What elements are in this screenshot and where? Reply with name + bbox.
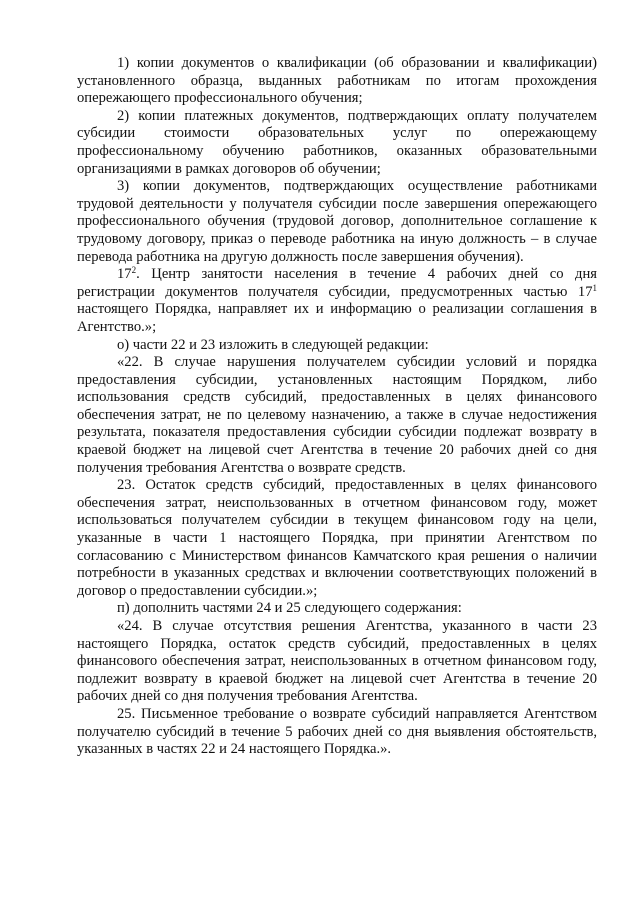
paragraph-23: 23. Остаток средств субсидий, предоставленных в целях финансового обеспечения затрат, неиспользованных в отчетном финансовом году, может использоваться получателем субсидии в текущем финансовом году на цели, указанные в части 1 настоящего Порядка, при принятии Агентством по согласованию с Министерством финансов Камчатского края решения о наличии потребности в указанных средствах и включении соответствующих положений в договор о предоставлении субсидии.»;	[77, 477, 597, 599]
paragraph-number: 17	[117, 266, 132, 283]
paragraph-item-o: о) части 22 и 23 изложить в следующей редакции:	[117, 336, 429, 353]
paragraph-24: «24. В случае отсутствия решения Агентства, указанного в части 23 настоящего Порядка, остаток средств субсидий, предоставленных в целях финансового обеспечения затрат, неиспользованных в отчетном финансовом году, подлежит возврату в краевой бюджет на лицевой счет Агентства в течение 20 рабочих дней со дня получения требования Агентства.	[77, 618, 597, 705]
reference-superscript: 1	[592, 282, 597, 293]
paragraph-17-2	[77, 266, 597, 336]
paragraph-number-superscript: 2	[131, 265, 137, 276]
paragraph-item-2: 2) копии платежных документов, подтверждающих оплату получателем субсидии стоимости образовательных услуг по опережающему профессиональному обучению работников, оказанных образовательными организациями в рамках договоров об обучении;	[77, 107, 597, 177]
paragraph-22: «22. В случае нарушения получателем субсидии условий и порядка предоставления субсидии, установленных настоящим Порядком, либо использования средств субсидий, предоставленных в целях финансового обеспечения затрат, не по целевому назначению, а также в случае недостижения результата, показателя предоставления субсидии субсидии подлежат возврату в краевой бюджет на лицевой счет Агентства в течение 20 рабочих дней со дня получения требования Агентства о возврате средств.	[77, 354, 597, 476]
paragraph-item-1: 1) копии документов о квалификации (об образовании и квалификации) установленного образца, выданных работникам по итогам прохождения опережающего профессионального обучения;	[77, 55, 597, 107]
paragraph-item-3: 3) копии документов, подтверждающих осуществление работниками трудовой деятельности у получателя субсидии после завершения опережающего профессионального обучения (трудовой договор, дополнительное соглашение к трудовому договору, приказ о переводе работника на иную должность – в случае перевода работника на другую должность после завершения обучения).	[77, 178, 597, 265]
paragraph-25: 25. Письменное требование о возврате субсидий направляется Агентством получателю субсидий в течение 5 рабочих дней со дня выявления обстоятельств, указанных в частях 22 и 24 настоящего Порядка.».	[77, 705, 597, 758]
paragraph-item-p: п) дополнить частями 24 и 25 следующего содержания:	[117, 600, 462, 617]
paragraph-text-part-a: . Центр занятости населения в течение 4 рабочих дней со дня регистрации документов получателя субсидии, предусмотренных частью 17	[77, 266, 597, 300]
document-page	[77, 55, 597, 759]
paragraph-text-part-b: настоящего Порядка, направляет их и информацию о реализации соглашения в Агентство.»;	[77, 301, 597, 335]
